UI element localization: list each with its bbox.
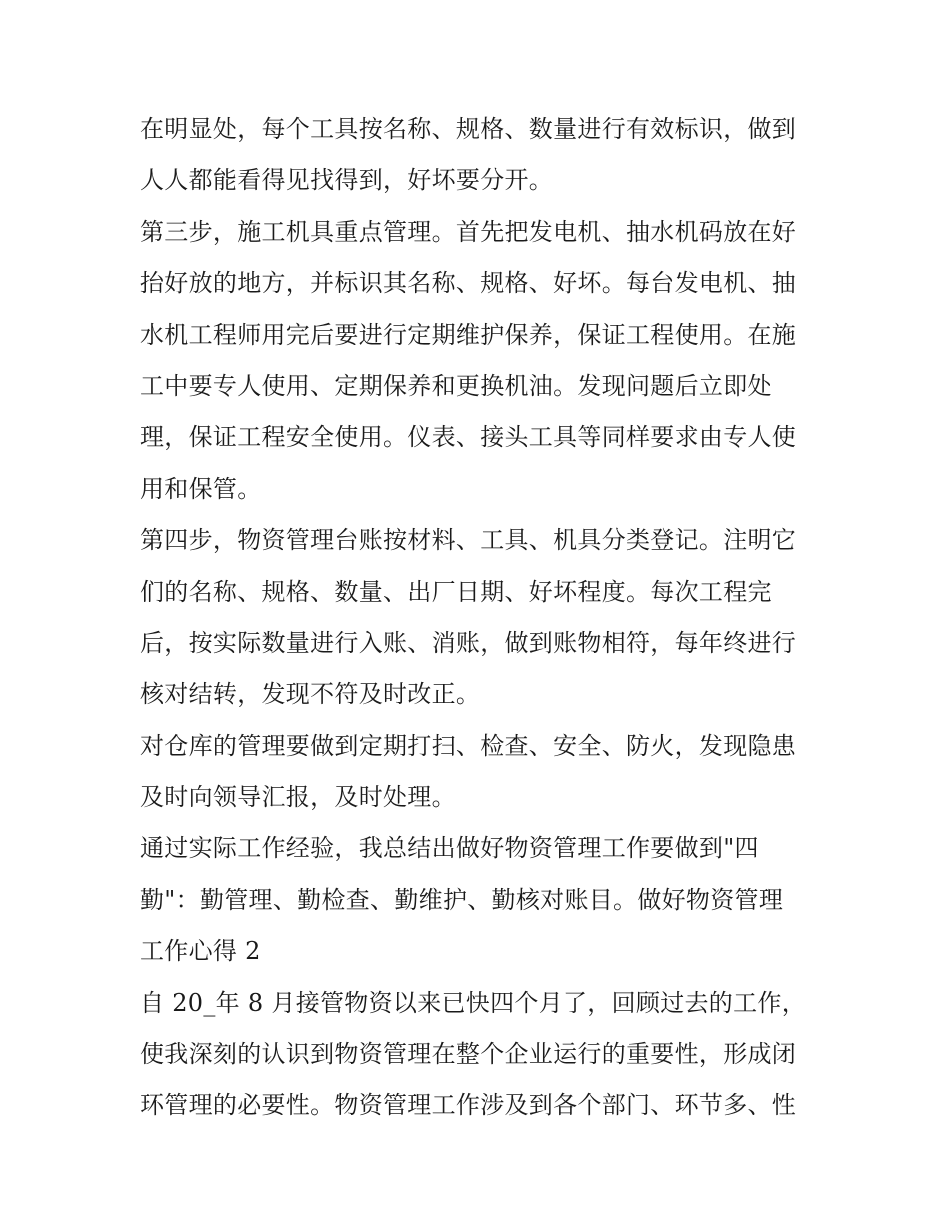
text-line: 在明显处，每个工具按名称、规格、数量进行有效标识，做到: [140, 115, 797, 143]
text-line: 后，按实际数量进行入账、消账，做到账物相符，每年终进行: [140, 628, 797, 657]
text-line: 水机工程师用完后要进行定期维护保养，保证工程使用。在施: [140, 320, 797, 349]
text-line: 勤"：勤管理、勤检查、勤维护、勤核对账目。做好物资管理: [140, 885, 784, 914]
text-line: 第四步，物资管理台账按材料、工具、机具分类登记。注明它: [140, 526, 797, 555]
section-heading: 工作心得 2: [140, 937, 261, 966]
text-line: 人人都能看得见找得到，好坏要分开。: [140, 166, 554, 195]
text-line: 工中要专人使用、定期保养和更换机油。发现问题后立即处: [140, 371, 772, 400]
text-line: 们的名称、规格、数量、出厂日期、好坏程度。每次工程完: [140, 577, 772, 606]
text-line: 抬好放的地方，并标识其名称、规格、好坏。每台发电机、抽: [140, 269, 797, 298]
text-line: 及时向领导汇报，及时处理。: [140, 783, 456, 812]
text-line: 环管理的必要性。物资管理工作涉及到各个部门、环节多、性: [140, 1091, 797, 1120]
text-line: 通过实际工作经验，我总结出做好物资管理工作要做到"四: [140, 834, 759, 863]
text-line: 自 20_年 8 月接管物资以来已快四个月了，回顾过去的工作，: [140, 988, 806, 1017]
text-line: 对仓库的管理要做到定期打扫、检查、安全、防火，发现隐患: [140, 731, 797, 760]
text-line: 第三步，施工机具重点管理。首先把发电机、抽水机码放在好: [140, 217, 797, 246]
text-line: 核对结转，发现不符及时改正。: [140, 680, 481, 709]
text-line: 用和保管。: [140, 474, 262, 503]
document-body: [140, 104, 820, 1132]
text-line: 使我深刻的认识到物资管理在整个企业运行的重要性，形成闭: [140, 1040, 797, 1069]
text-line: 理，保证工程安全使用。仪表、接头工具等同样要求由专人使: [140, 423, 797, 452]
